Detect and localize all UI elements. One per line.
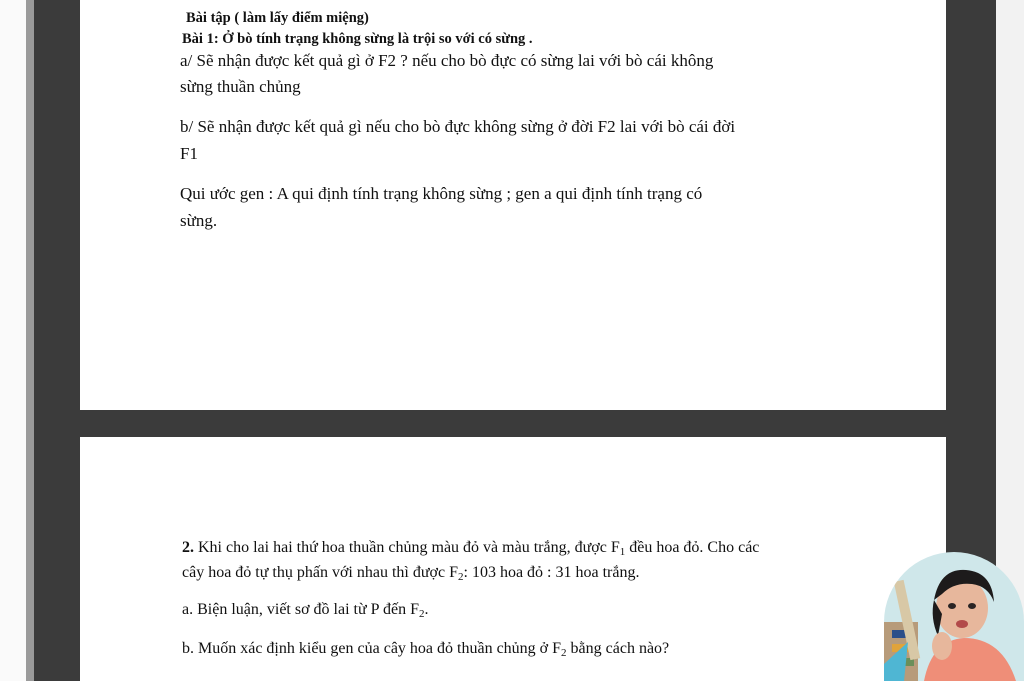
problem-2-number: 2. bbox=[182, 539, 194, 556]
problem-1-heading bbox=[182, 31, 533, 48]
page-title: Bài tập ( làm lấy điểm miệng) bbox=[186, 10, 369, 26]
question-b-line-1: b/ Sẽ nhận được kết quả gì nếu cho bò đực không sừng ở đời F2 lai với bò cái đời bbox=[180, 117, 736, 136]
problem-2-line-2 bbox=[182, 564, 639, 583]
subscript: 2 bbox=[458, 571, 464, 583]
question-2a-text: . bbox=[424, 601, 429, 618]
question-2b bbox=[182, 640, 669, 659]
left-border bbox=[26, 0, 34, 681]
problem-1-label: Bài 1: bbox=[182, 31, 219, 47]
problem-1-statement: Ở bò tính trạng không sừng là trội so với có sừng . bbox=[222, 31, 533, 47]
webcam-person-image bbox=[884, 552, 1024, 681]
question-2b-text: b. Muốn xác định kiểu gen của cây hoa đỏ thuần chủng ở F bbox=[182, 640, 562, 657]
problem-2-text: đều hoa đỏ. Cho các bbox=[625, 539, 760, 556]
problem-2-text: cây hoa đỏ tự thụ phấn với nhau thì được F bbox=[182, 564, 458, 581]
question-a-line-1: a/ Sẽ nhận được kết quả gì ở F2 ? nếu cho bò đực có sừng lai với bò cái không bbox=[180, 51, 714, 70]
question-2b-text: bằng cách nào? bbox=[566, 640, 670, 657]
subscript: 1 bbox=[619, 546, 626, 558]
question-b-line-2: F1 bbox=[180, 144, 198, 163]
left-gutter bbox=[0, 0, 26, 681]
gene-convention-line-2: sừng. bbox=[180, 211, 218, 230]
subscript: 2 bbox=[561, 647, 567, 659]
problem-2-line-1 bbox=[182, 539, 759, 558]
problem-2-text: : 103 hoa đỏ : 31 hoa trắng. bbox=[463, 564, 640, 581]
gene-convention-line-1: Qui ước gen : A qui định tính trạng không sừng ; gen a qui định tính trạng có bbox=[180, 184, 703, 203]
document-page-2 bbox=[80, 437, 946, 681]
webcam-overlay bbox=[884, 552, 1024, 681]
question-2a bbox=[182, 601, 428, 620]
subscript: 2 bbox=[418, 608, 425, 620]
problem-2-text: Khi cho lai hai thứ hoa thuần chủng màu đỏ và màu trắng, được F bbox=[194, 539, 620, 556]
question-2a-text: a. Biện luận, viết sơ đồ lai từ P đến F bbox=[182, 601, 419, 618]
document-page-1 bbox=[80, 0, 946, 410]
question-a-line-2: sừng thuần chủng bbox=[180, 77, 301, 96]
